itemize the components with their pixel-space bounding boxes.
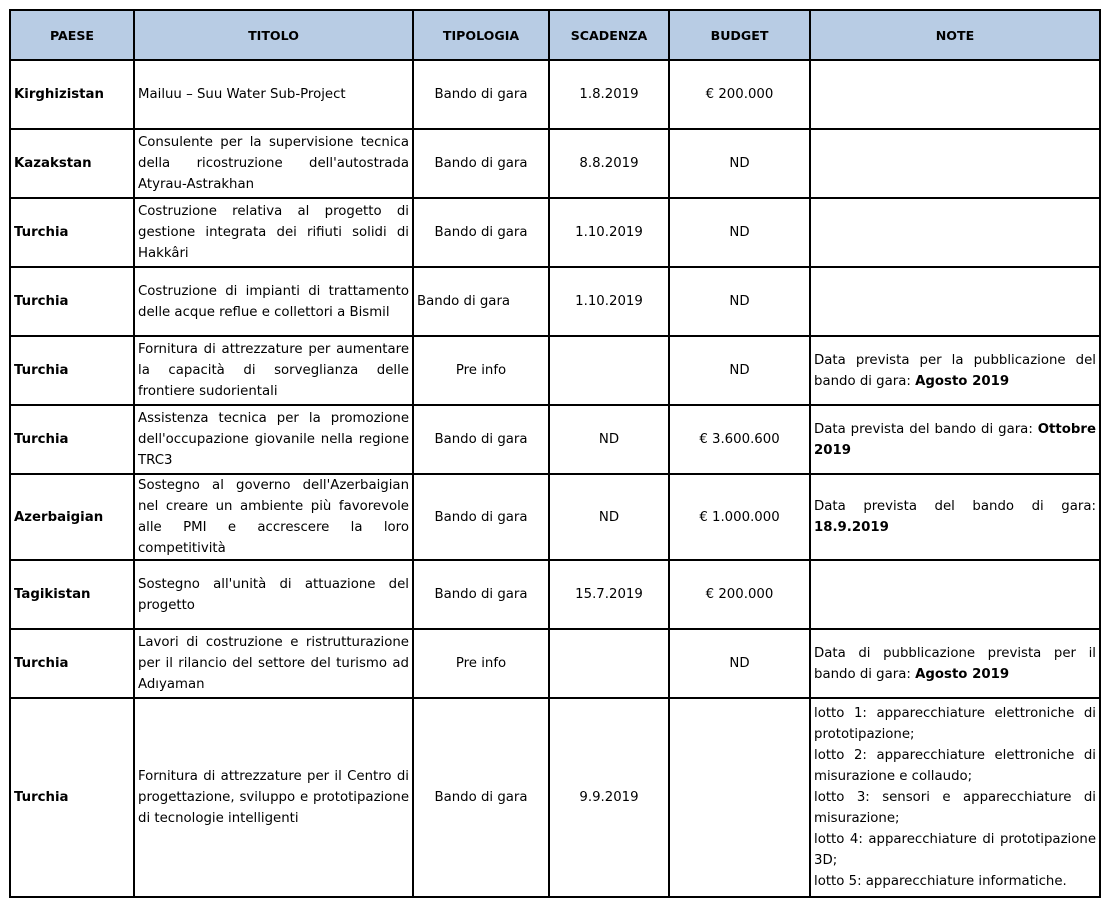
cell-titolo: Sostegno all'unità di attuazione del progetto <box>134 560 413 629</box>
cell-paese: Kazakstan <box>10 129 134 198</box>
note-text: Data prevista del bando di gara: <box>814 421 1038 437</box>
cell-titolo: Assistenza tecnica per la promozione dell'occupazione giovanile nella regione TRC3 <box>134 405 413 474</box>
cell-scadenza: 1.10.2019 <box>549 198 669 267</box>
cell-titolo: Lavori di costruzione e ristrutturazione per il rilancio del settore del turismo ad Adıyaman <box>134 629 413 698</box>
cell-titolo: Costruzione di impianti di trattamento delle acque reflue e collettori a Bismil <box>134 267 413 336</box>
cell-scadenza: 8.8.2019 <box>549 129 669 198</box>
cell-note <box>810 60 1100 129</box>
cell-budget: ND <box>669 336 810 405</box>
lot-item: lotto 4: apparecchiature di prototipazione 3D; <box>814 832 1096 868</box>
cell-budget: ND <box>669 267 810 336</box>
cell-titolo: Mailuu – Suu Water Sub-Project <box>134 60 413 129</box>
cell-budget <box>669 698 810 897</box>
cell-scadenza: 1.10.2019 <box>549 267 669 336</box>
cell-paese: Turchia <box>10 698 134 897</box>
cell-budget: ND <box>669 629 810 698</box>
cell-note <box>810 560 1100 629</box>
note-text: Data di pubblicazione prevista per il bando di gara: <box>814 645 1096 682</box>
cell-budget: ND <box>669 129 810 198</box>
cell-note <box>810 267 1100 336</box>
lot-item: lotto 2: apparecchiature elettroniche di misurazione e collaudo; <box>814 748 1096 784</box>
lot-item: lotto 3: sensori e apparecchiature di misurazione; <box>814 790 1096 826</box>
cell-tipologia: Pre info <box>413 336 549 405</box>
cell-tipologia: Bando di gara <box>413 60 549 129</box>
cell-budget: ND <box>669 198 810 267</box>
lot-item: lotto 1: apparecchiature elettroniche di prototipazione; <box>814 706 1096 742</box>
cell-scadenza: ND <box>549 405 669 474</box>
note-date: Agosto 2019 <box>915 373 1010 389</box>
note-date: 18.9.2019 <box>814 520 889 535</box>
header-paese: PAESE <box>10 10 134 60</box>
header-note: NOTE <box>810 10 1100 60</box>
cell-titolo: Fornitura di attrezzature per il Centro di progettazione, sviluppo e prototipazione di tecnologie intelligenti <box>134 698 413 897</box>
table-row <box>10 267 1100 336</box>
note-text: Data prevista del bando di gara: <box>814 499 1096 514</box>
cell-paese: Tagikistan <box>10 560 134 629</box>
table-row <box>10 629 1100 698</box>
cell-paese: Turchia <box>10 405 134 474</box>
cell-scadenza <box>549 336 669 405</box>
table-row <box>10 60 1100 129</box>
table-row <box>10 336 1100 405</box>
table-row <box>10 698 1100 897</box>
cell-titolo: Costruzione relativa al progetto di gestione integrata dei rifiuti solidi di Hakkâri <box>134 198 413 267</box>
cell-scadenza: 1.8.2019 <box>549 60 669 129</box>
tenders-table <box>9 9 1101 898</box>
note-text: Data prevista per la pubblicazione del bando di gara: <box>814 352 1096 389</box>
cell-paese: Turchia <box>10 198 134 267</box>
cell-tipologia: Pre info <box>413 629 549 698</box>
cell-tipologia: Bando di gara <box>413 405 549 474</box>
cell-note <box>810 198 1100 267</box>
header-scadenza: SCADENZA <box>549 10 669 60</box>
cell-tipologia: Bando di gara <box>413 560 549 629</box>
cell-paese: Turchia <box>10 629 134 698</box>
cell-budget: € 3.600.600 <box>669 405 810 474</box>
cell-budget: € 1.000.000 <box>669 474 810 560</box>
header-titolo: TITOLO <box>134 10 413 60</box>
cell-paese: Turchia <box>10 336 134 405</box>
table-row <box>10 560 1100 629</box>
cell-note-lots <box>810 698 1100 897</box>
cell-note <box>810 629 1100 698</box>
cell-titolo: Sostegno al governo dell'Azerbaigian nel creare un ambiente più favorevole alle PMI e accrescere la loro competitività <box>134 474 413 560</box>
cell-paese: Turchia <box>10 267 134 336</box>
cell-note <box>810 474 1100 560</box>
cell-note <box>810 129 1100 198</box>
cell-budget: € 200.000 <box>669 60 810 129</box>
header-budget: BUDGET <box>669 10 810 60</box>
note-date: Ottobre 2019 <box>814 421 1096 458</box>
cell-paese: Azerbaigian <box>10 474 134 560</box>
cell-paese: Kirghizistan <box>10 60 134 129</box>
cell-titolo: Fornitura di attrezzature per aumentare la capacità di sorveglianza delle frontiere sudorientali <box>134 336 413 405</box>
cell-tipologia: Bando di gara <box>413 129 549 198</box>
cell-scadenza <box>549 629 669 698</box>
cell-tipologia: Bando di gara <box>413 698 549 897</box>
cell-scadenza: ND <box>549 474 669 560</box>
cell-note <box>810 336 1100 405</box>
table-row <box>10 129 1100 198</box>
cell-tipologia: Bando di gara <box>413 267 549 336</box>
cell-note <box>810 405 1100 474</box>
header-row <box>10 10 1100 60</box>
cell-scadenza: 9.9.2019 <box>549 698 669 897</box>
cell-tipologia: Bando di gara <box>413 198 549 267</box>
table-row <box>10 405 1100 474</box>
cell-tipologia: Bando di gara <box>413 474 549 560</box>
note-date: Agosto 2019 <box>915 666 1010 682</box>
lot-item: lotto 5: apparecchiature informatiche. <box>814 874 1067 889</box>
header-tipologia: TIPOLOGIA <box>413 10 549 60</box>
cell-budget: € 200.000 <box>669 560 810 629</box>
cell-titolo: Consulente per la supervisione tecnica della ricostruzione dell'autostrada Atyrau-Astrakhan <box>134 129 413 198</box>
table-row <box>10 198 1100 267</box>
cell-scadenza: 15.7.2019 <box>549 560 669 629</box>
table-row <box>10 474 1100 560</box>
